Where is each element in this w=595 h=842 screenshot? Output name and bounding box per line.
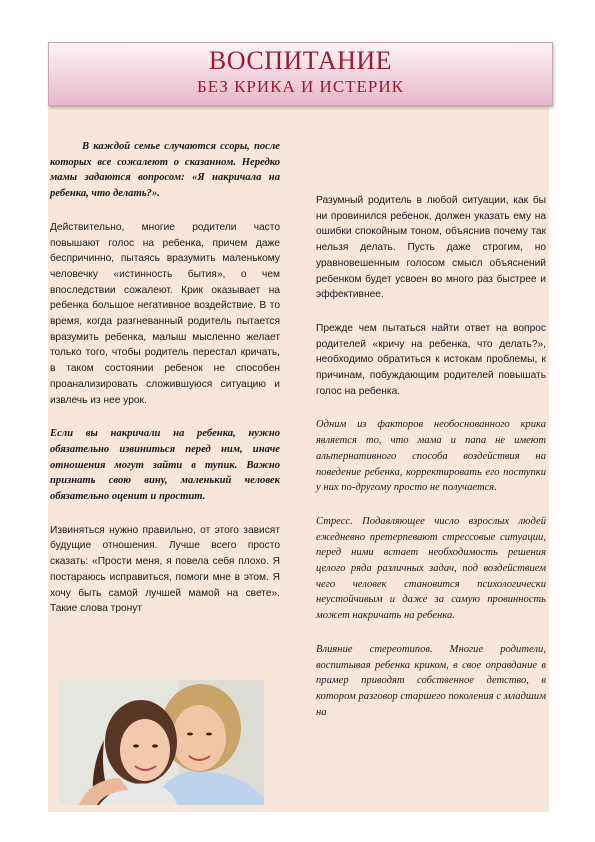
body-paragraph: Извиняться нужно правильно, от этого зависят будущие отношения. Лучше всего просто сказать: «Прости меня, я повела себя плохо. Я постараюсь исправиться, помоги мне в этом. Я хочу быть самой лучшей мамой на свете». Такие слова тронут xyxy=(50,524,280,615)
body-paragraph: Прежде чем пытаться найти ответ на вопрос родителей «кричу на ребенка, что делать?», необходимо обратиться к истокам проблемы, к причинам, побуждающим родителей повышать голос на ребенка. xyxy=(316,322,546,397)
body-paragraph: Разумный родитель в любой ситуации, как бы ни провинился ребенок, должен указать ему на ошибки спокойным тоном, объяснив почему так нельзя делать. Пусть даже строгим, но уравновешенным голосом смысл объяснений ребенком будет усвоен во много раз быстрее и эффективнее. xyxy=(316,195,546,301)
stereotypes-paragraph: Влияние стереотипов. Многие родители, воспитывая ребенка криком, в свое оправдание в пример приводят собственное детство, в котором разговор старшего поколения с младшим на xyxy=(316,643,546,718)
apology-paragraph: Если вы накричали на ребенка, нужно обязательно извиниться перед ним, иначе отношения могут зайти в тупик. Важно признать свою вину, маленький человек обязательно оценит и простит. xyxy=(50,428,280,503)
right-text-column xyxy=(316,193,546,738)
left-text-column xyxy=(50,139,280,635)
stress-paragraph: Стресс. Подавляющее число взрослых людей ежедневно претерпевают стрессовые ситуации, перед ними встает необходимость решения целого ряда различных задач, под воздействием чего человек становится психологически неустойчивым и даже за самую провинность может накричать на ребенка. xyxy=(316,515,546,622)
photo-illustration xyxy=(59,680,264,805)
factor-paragraph: Одним из факторов необоснованного крика является то, что мама и папа не имеют альтернативного способа воздействия на поведение ребенка, корректировать его поступки у них по-другому просто не получается. xyxy=(316,419,546,494)
page-title: ВОСПИТАНИЕ xyxy=(208,46,393,75)
page-subtitle: БЕЗ КРИКА И ИСТЕРИК xyxy=(196,77,405,96)
mother-daughter-photo xyxy=(59,680,264,805)
title-banner xyxy=(48,42,553,106)
intro-paragraph: В каждой семье случаются ссоры, после которых все сожалеют о сказанном. Нередко мамы задаются вопросом: «Я накричала на ребенка, что делать?». xyxy=(50,141,280,200)
body-paragraph: Действительно, многие родители часто повышают голос на ребенка, причем даже беспричинно, пытаясь вразумить маленькому человечку «истинность бытия», о чем впоследствии сожалеют. Крик оказывает на ребенка большое негативное воздействие. В то время, когда разгневанный родитель пытается вразумить ребенка, малыш мысленно желает только того, чтобы родитель перестал кричать, в таком состоянии ребенок не способен проанализировать сложившуюся ситуацию и извлечь из нее урок. xyxy=(50,221,280,406)
